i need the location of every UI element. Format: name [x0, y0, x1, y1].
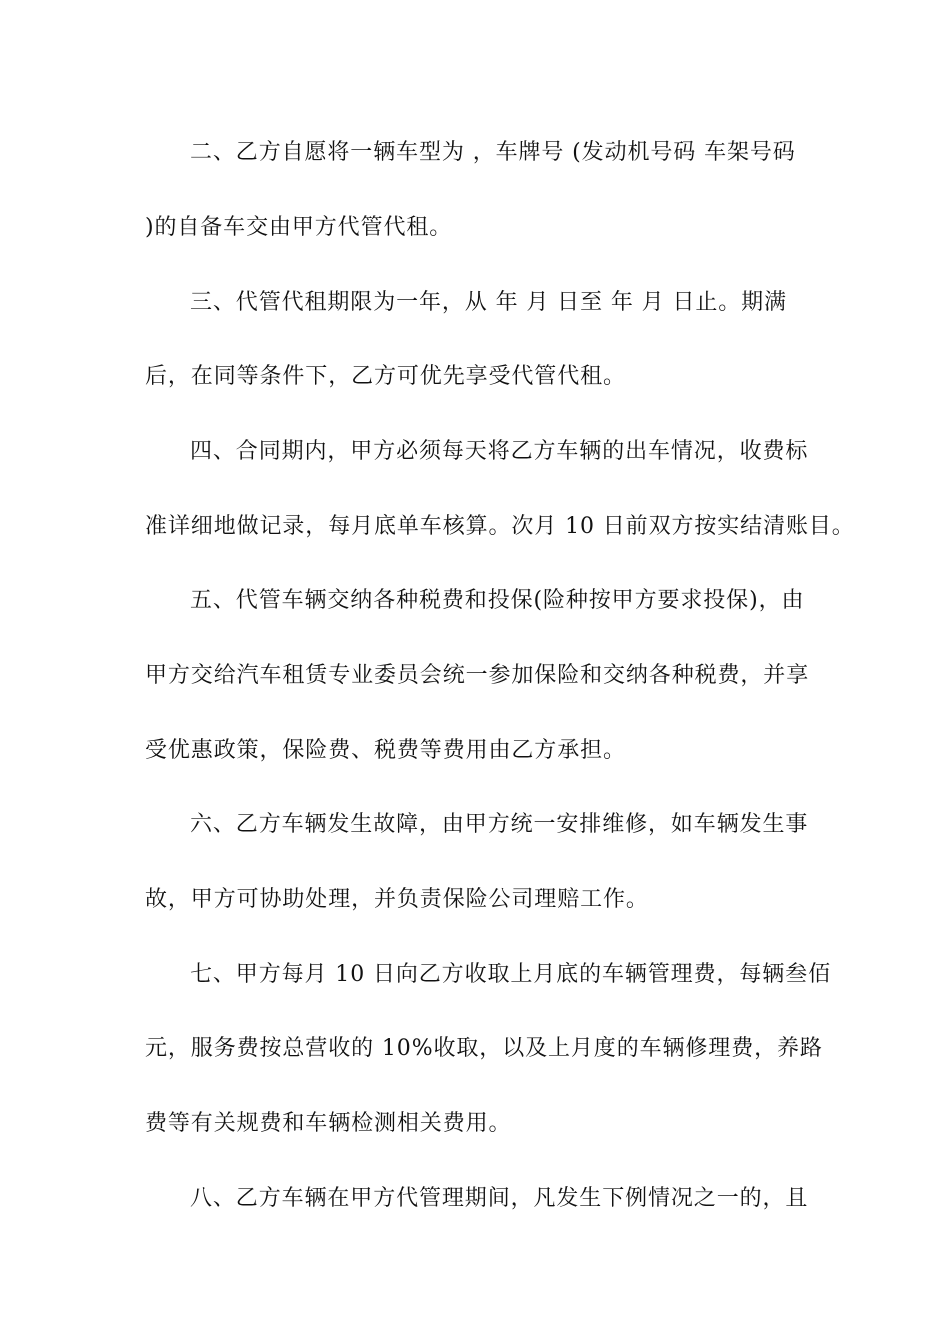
clause-5-line-2: 甲方交给汽车租赁专业委员会统一参加保险和交纳各种税费，并享: [145, 663, 810, 688]
clause-5-line-3: 受优惠政策，保险费、税费等费用由乙方承担。: [145, 738, 626, 763]
clause-5-line-1: 五、代管车辆交纳各种税费和投保(险种按甲方要求投保)，由: [190, 588, 805, 613]
clause-2-line-1: 二、乙方自愿将一辆车型为 ，车牌号 (发动机号码 车架号码: [190, 140, 796, 165]
clause-4-line-2: 准详细地做记录，每月底单车核算。次月 10 日前双方按实结清账目。: [145, 514, 855, 539]
clause-2-line-2: )的自备车交由甲方代管代租。: [145, 215, 453, 240]
clause-6-line-1: 六、乙方车辆发生故障，由甲方统一安排维修，如车辆发生事: [190, 812, 809, 837]
clause-7-line-1: 七、甲方每月 10 日向乙方收取上月底的车辆管理费，每辆叁佰: [190, 962, 831, 987]
clause-7-line-3: 费等有关规费和车辆检测相关费用。: [145, 1111, 512, 1136]
clause-3-line-1: 三、代管代租期限为一年，从 年 月 日至 年 月 日止。期满: [190, 290, 787, 315]
clause-7-line-2: 元，服务费按总营收的 10%收取，以及上月度的车辆修理费，养路: [145, 1036, 823, 1061]
clause-6-line-2: 故，甲方可协助处理，并负责保险公司理赔工作。: [145, 887, 649, 912]
clause-4-line-1: 四、合同期内，甲方必须每天将乙方车辆的出车情况，收费标: [190, 439, 809, 464]
clause-3-line-2: 后，在同等条件下，乙方可优先享受代管代租。: [145, 364, 626, 389]
clause-8-line-1: 八、乙方车辆在甲方代管理期间，凡发生下例情况之一的，且: [190, 1186, 809, 1211]
